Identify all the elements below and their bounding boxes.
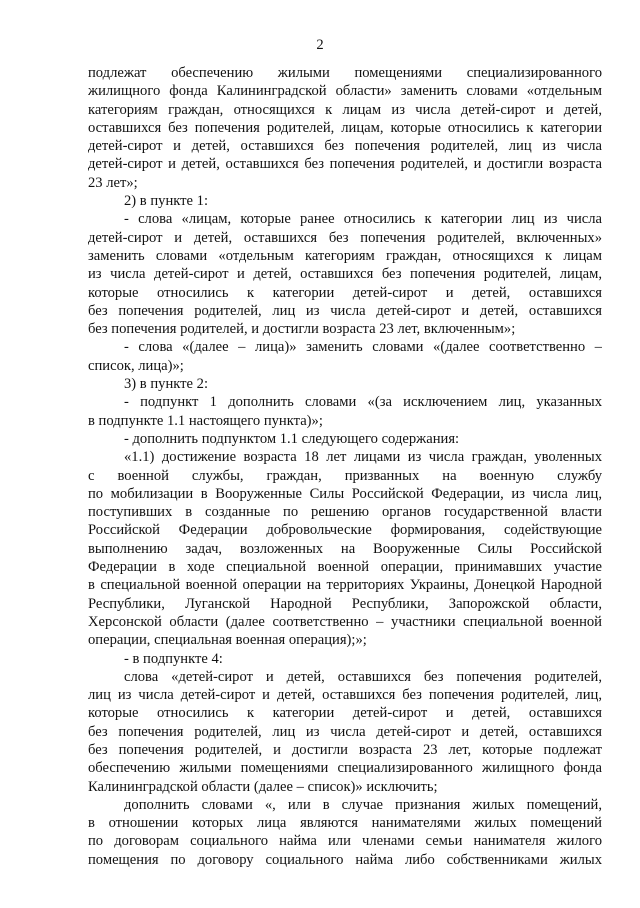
text-line: помещения по договору социального найма либо собственниками жилых	[88, 851, 602, 868]
text-line: слова «детей-сирот и детей, оставшихся без попечения родителей,	[124, 668, 602, 685]
text-line: которые относились к категории детей-сирот и детей, оставшихся	[88, 284, 602, 301]
text-line: «1.1) достижение возраста 18 лет лицами из числа граждан, уволенных	[124, 449, 602, 466]
text-line: по мобилизации в Вооруженные Силы Российской Федерации, из числа лиц,	[88, 485, 602, 502]
text-line: в специальной военной операции на территориях Украины, Донецкой Народной	[88, 577, 602, 594]
text-line: категориям граждан, относящихся к лицам из числа детей-сирот и детей,	[88, 101, 602, 118]
text-line: детей-сирот и детей, оставшихся без попечения родителей, и достигли возраста	[88, 156, 602, 173]
text-line: которые относились к категории детей-сирот и детей, оставшихся	[88, 705, 602, 722]
text-line: в подпункте 1.1 настоящего пункта)»;	[88, 412, 323, 429]
text-line: с военной службы, граждан, призванных на военную службу	[88, 467, 602, 484]
text-line: по договорам социального найма или членами семьи нанимателя жилого	[88, 833, 602, 850]
text-line: список, лица)»;	[88, 357, 184, 374]
text-line: 2) в пункте 1:	[124, 193, 209, 210]
text-line: - дополнить подпунктом 1.1 следующего содержания:	[124, 430, 460, 447]
text-line: Республики, Луганской Народной Республики, Запорожской области,	[88, 595, 602, 612]
text-line: детей-сирот и детей, оставшихся без попечения родителей, включенных»	[88, 229, 602, 246]
text-line: Херсонской области (далее соответственно – участники специальной военной	[88, 613, 602, 630]
text-line: дополнить словами «, или в случае признания жилых помещений,	[124, 796, 602, 813]
text-line: в отношении которых лица являются нанимателями жилых помещений	[88, 815, 602, 832]
document-body	[88, 64, 602, 869]
text-line: операции, специальная военная операция);»;	[88, 632, 367, 649]
text-line: без попечения родителей, лиц из числа детей-сирот и детей, оставшихся	[88, 302, 602, 319]
text-line: - в подпункте 4:	[124, 650, 223, 667]
text-line: без попечения родителей, и достигли возраста 23 лет, которые подлежат	[88, 741, 602, 758]
text-line: детей-сирот и детей, оставшихся без попечения родителей, лиц из числа	[88, 138, 602, 155]
text-line: обеспечению жилыми помещениями специализированного жилищного фонда	[88, 760, 602, 777]
text-line: 3) в пункте 2:	[124, 376, 209, 393]
text-line: Федерации в ходе специальной военной операции, принимавших участие	[88, 559, 602, 576]
text-line: заменить словами «отдельным категориям граждан, относящихся к лицам	[88, 247, 602, 264]
text-line: жилищного фонда Калининградской области» заменить словами «отдельным	[88, 83, 602, 100]
text-line: оставшихся без попечения родителей, лицам, которые относились к категории	[88, 119, 602, 136]
page-number: 2	[316, 37, 324, 53]
text-line: - слова «(далее – лица)» заменить словами «(далее соответственно –	[124, 339, 602, 356]
text-line: Калининградской области (далее – список)» исключить;	[88, 778, 438, 795]
text-line: поступивших в созданные по решению органов государственной власти	[88, 504, 602, 521]
text-line: - подпункт 1 дополнить словами «(за исключением лиц, указанных	[124, 394, 602, 411]
text-line: без попечения родителей, и достигли возраста 23 лет, включенным»;	[88, 321, 516, 338]
text-line: лиц из числа детей-сирот и детей, оставшихся без попечения родителей, лиц,	[88, 687, 602, 704]
text-line: из числа детей-сирот и детей, оставшихся без попечения родителей, лицам,	[88, 266, 602, 283]
text-line: 23 лет»;	[88, 174, 138, 191]
text-line: - слова «лицам, которые ранее относились к категории лиц из числа	[124, 211, 602, 228]
text-line: выполнению задач, возложенных на Вооруженные Силы Российской	[88, 540, 602, 557]
text-line: Российской Федерации добровольческие формирования, содействующие	[88, 522, 602, 539]
text-line: подлежат обеспечению жилыми помещениями специализированного	[88, 65, 602, 81]
text-line: без попечения родителей, лиц из числа детей-сирот и детей, оставшихся	[88, 723, 602, 740]
